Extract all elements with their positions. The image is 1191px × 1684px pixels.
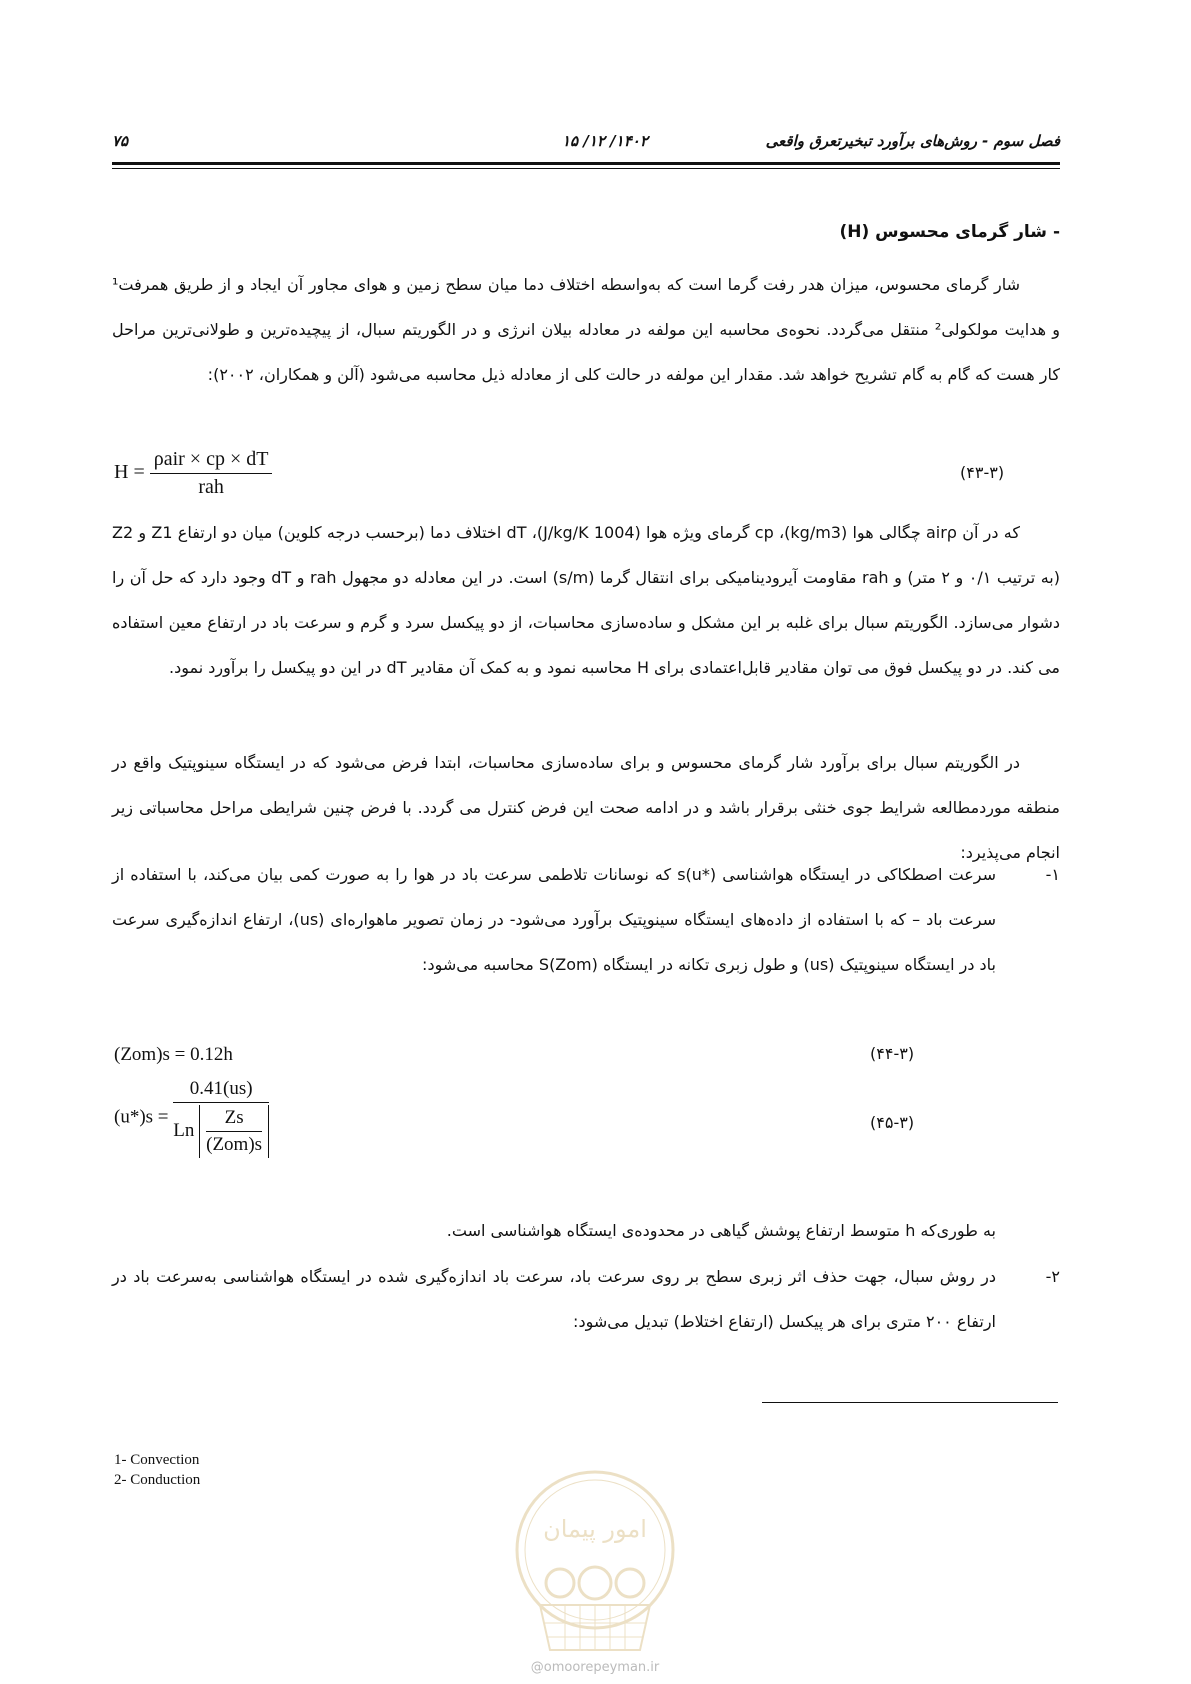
section-heading: - شار گرمای محسوس (H): [839, 222, 1060, 242]
assumption-paragraph: در الگوریتم سبال برای برآورد شار گرمای محسوس و برای ساده‌سازی محاسبات، ابتدا فرض می‌شود که در ایستگاه سینوپتیک واقع در منطقه موردمطالعه شرایط جوی خنثی برقرار باشد و در ادامه صحت این فرض کنترل می گردد. با فرض چنین شرایطی مراحل محاسباتی زیر انجام می‌پذیرد:: [112, 753, 1060, 862]
equation-44: (Zom)s = 0.12h: [114, 1044, 233, 1065]
footnote-2: 2- Conduction: [114, 1472, 201, 1488]
list-item-step-2: [112, 1254, 1060, 1344]
header-date: ۱۴۰۲/ ۱۲/ ۱۵: [562, 132, 648, 150]
intro-paragraph: شار گرمای محسوس، میزان هدر رفت گرما است که به‌واسطه اختلاف دما میان سطح زمین و هوای مجاور آن ایجاد و از طریق همرفت¹ و هدایت مولکولی² منتقل می‌گردد. نحوه‌ی محاسبه این مولفه در معادله بیلان انرژی و در الگوریتم سبال، از پیچیده‌ترین و طولانی‌ترین مراحل کار هست که گام به گام تشریح خواهد شد. مقدار این مولفه در حالت کلی از معادله ذیل محاسبه می‌شود (آلن و همکاران، ۲۰۰۲):: [112, 275, 1060, 384]
watermark-url: @omoorepeyman.ir: [530, 1660, 660, 1675]
page-header: [112, 128, 1060, 154]
eq45-bracket: [199, 1105, 269, 1158]
equation-43-number: (۴۳-۳): [960, 463, 1005, 482]
definition-paragraph: که در آن airρ چگالی هوا (kg/m3)، cp گرمای ویژه هوا (1004 J/kg/K)، dT اختلاف دما (برحسب درجه کلوین) میان دو ارتفاع Z1 و Z2 (به ترتیب ۰/۱ و ۲ متر) و rah مقاومت آیرودینامیکی برای انتقال گرما (s/m) است. در این معادله دو مجهول rah و dT وجود دارد که حل آن را دشوار می‌سازد. الگوریتم سبال برای غلبه بر این مشکل و ساده‌سازی محاسبات، از دو پیکسل سرد و گرم و سرعت باد در ارتفاع معین استفاده می کند. در دو پیکسل فوق می توان مقادیر قابل‌اعتمادی برای H محاسبه نمود و به کمک آن مقادیر dT در این دو پیکسل را برآورد نمود.: [112, 523, 1061, 677]
equation-45-number: (۴۵-۳): [870, 1113, 915, 1132]
footnotes: [114, 1450, 200, 1490]
eq45-inner-numerator: Zs: [206, 1107, 262, 1132]
after-equation-text-block: [112, 1208, 1060, 1253]
after-equation-text: به طوری‌که h متوسط ارتفاع پوشش گیاهی در محدوده‌ی ایستگاه هواشناسی است.: [446, 1221, 996, 1240]
step-1-number: ۱-: [1045, 865, 1060, 884]
eq45-fraction: [173, 1078, 269, 1158]
eq43-numerator: ρair × cp × dT: [150, 448, 273, 474]
step-1-text: سرعت اصطکاکی در ایستگاه هواشناسی s(u*) که نوسانات تلاطمی سرعت باد در هوا را به صورت کمی بیان می‌کند، با استفاده از سرعت باد – که با استفاده از داده‌های ایستگاه سینوپتیک برآورد می‌شود- در زمان تصویر ماهواره‌ای (us)، ارتفاع اندازه‌گیری سرعت باد در ایستگاه سینوپتیک (us) و طول زبری تکانه در ایستگاه S(Zom) محاسبه می‌شود:: [112, 865, 997, 974]
equation-43: [114, 448, 272, 499]
list-item-step-1: [112, 852, 1060, 987]
eq45-numerator: 0.41(us): [173, 1078, 269, 1103]
step-2-number: ۲-: [1045, 1267, 1060, 1286]
watermark-logo-icon: [510, 1465, 680, 1675]
header-rule-thin: [112, 168, 1060, 169]
header-rule-thick: [112, 162, 1060, 165]
eq45-inner-fraction: [206, 1107, 262, 1156]
eq43-denominator: rah: [198, 476, 224, 498]
equation-44-number: (۴۴-۳): [870, 1044, 915, 1063]
footnote-1: 1- Convection: [114, 1452, 200, 1468]
step-2-text: در روش سبال، جهت حذف اثر زبری سطح بر روی سرعت باد، سرعت باد اندازه‌گیری شده در ایستگاه هواشناسی به‌سرعت باد در ارتفاع ۲۰۰ متری برای هر پیکسل (ارتفاع اختلاط) تبدیل می‌شود:: [112, 1267, 996, 1331]
page-number: ۷۵: [112, 132, 129, 150]
watermark-logo-text: امور پیمان: [543, 1515, 647, 1543]
chapter-title: فصل سوم - روش‌های برآورد تبخیرتعرق واقعی: [765, 132, 1060, 150]
eq45-denominator: [173, 1103, 269, 1158]
footnote-rule: [762, 1402, 1058, 1403]
eq45-lhs: (u*)s =: [114, 1106, 169, 1128]
eq45-ln: Ln: [173, 1119, 195, 1141]
eq43-lhs: H =: [114, 461, 145, 484]
eq43-fraction: [150, 448, 273, 499]
equation-45: [114, 1078, 269, 1158]
eq45-inner-denominator: (Zom)s: [206, 1134, 263, 1155]
